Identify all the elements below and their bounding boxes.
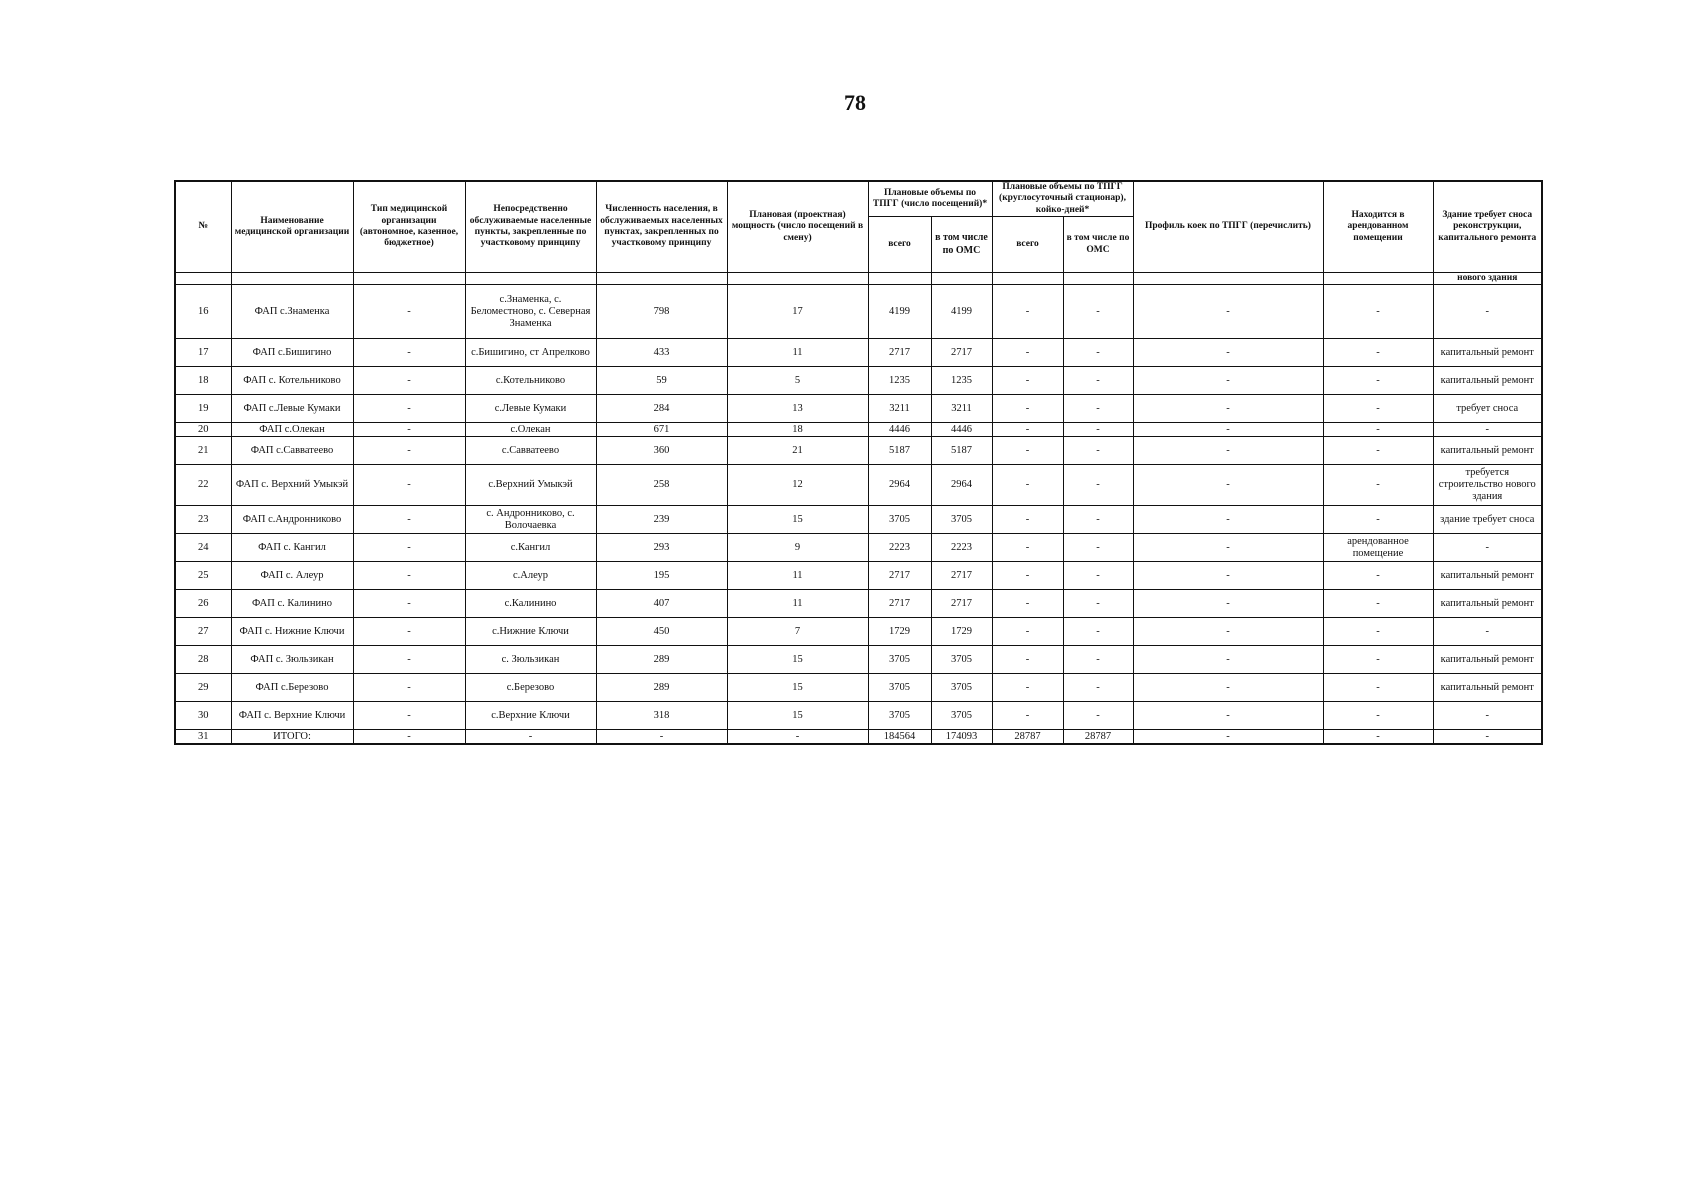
cell-settlements: с.Левые Кумаки (465, 395, 596, 423)
cell-v-total: 2717 (868, 562, 931, 590)
cell-name: ФАП с. Кангил (231, 534, 353, 562)
cell-beds: - (1133, 437, 1323, 465)
cell-settlements: с.Березово (465, 674, 596, 702)
cell-capacity: - (727, 730, 868, 745)
cell-n: 26 (175, 590, 231, 618)
cell-v-total: 2964 (868, 465, 931, 506)
col-beds-header: Профиль коек по ТПГГ (перечислить) (1133, 181, 1323, 273)
cell-capacity: 15 (727, 506, 868, 534)
cell-capacity: 15 (727, 646, 868, 674)
cell-rented: - (1323, 590, 1433, 618)
cell-building: капитальный ремонт (1433, 674, 1542, 702)
cell-capacity: 7 (727, 618, 868, 646)
cell-population: 195 (596, 562, 727, 590)
col-visits-oms-header: в том числе по ОМС (931, 217, 992, 273)
cell-type: - (353, 465, 465, 506)
cell-capacity: 9 (727, 534, 868, 562)
cell-building: капитальный ремонт (1433, 590, 1542, 618)
cell-v-total: 3705 (868, 506, 931, 534)
cell-s-oms: - (1063, 590, 1133, 618)
cell-population: 318 (596, 702, 727, 730)
cell-v-oms: 3705 (931, 702, 992, 730)
cell-s-oms: - (1063, 618, 1133, 646)
cell-s-total: - (992, 590, 1063, 618)
cell-population: 360 (596, 437, 727, 465)
cell-n: 28 (175, 646, 231, 674)
cell-n: 30 (175, 702, 231, 730)
cell-type: - (353, 562, 465, 590)
cell-name: ИТОГО: (231, 730, 353, 745)
cell-name: ФАП с.Березово (231, 674, 353, 702)
cell-v-total: 2717 (868, 590, 931, 618)
cell-type: - (353, 395, 465, 423)
cell-beds: - (1133, 590, 1323, 618)
cell-s-oms: - (1063, 339, 1133, 367)
cell-building: - (1433, 285, 1542, 339)
cell-population: - (596, 730, 727, 745)
cell-v-oms: 3705 (931, 646, 992, 674)
cell-s-oms: - (1063, 465, 1133, 506)
cell-s-total: - (992, 437, 1063, 465)
cell-n: 25 (175, 562, 231, 590)
cell-settlements: с.Олекан (465, 423, 596, 437)
cell-rented: - (1323, 674, 1433, 702)
cell-population: 59 (596, 367, 727, 395)
cell-rented: - (1323, 395, 1433, 423)
cell-building: капитальный ремонт (1433, 562, 1542, 590)
cell-settlements: с.Алеур (465, 562, 596, 590)
cell-capacity: 15 (727, 702, 868, 730)
cell-s-total: - (992, 339, 1063, 367)
cell-settlements: с.Нижние Ключи (465, 618, 596, 646)
cell-population: 433 (596, 339, 727, 367)
cell-v-oms: 1729 (931, 618, 992, 646)
cell-settlements: с.Верхние Ключи (465, 702, 596, 730)
table-row (175, 395, 1542, 423)
cell-beds: - (1133, 423, 1323, 437)
cell-rented: арендованное помещение (1323, 534, 1433, 562)
col-num-header: № (175, 181, 231, 273)
col-visits-total-header: всего (868, 217, 931, 273)
cell-building: требует сноса (1433, 395, 1542, 423)
cell-capacity: 21 (727, 437, 868, 465)
table-row (175, 465, 1542, 506)
table-row (175, 562, 1542, 590)
col-type-header: Тип медицинской организации (автономное, казенное, бюджетное) (353, 181, 465, 273)
cell-s-total: - (992, 465, 1063, 506)
cell-v-total: 2717 (868, 339, 931, 367)
col-rented-header: Находится в арендованном помещении (1323, 181, 1433, 273)
cell-type: - (353, 618, 465, 646)
cell-beds: - (1133, 339, 1323, 367)
col-visits-header: Плановые объемы по ТПГГ (число посещений)* (868, 181, 992, 217)
col-building-header: Здание требует сноса реконструкции, капитального ремонта (1433, 181, 1542, 273)
cell-building: - (1433, 618, 1542, 646)
cell-rented: - (1323, 702, 1433, 730)
cell-v-total: 4446 (868, 423, 931, 437)
cell-beds: - (1133, 506, 1323, 534)
cell-population: 671 (596, 423, 727, 437)
cell-name: ФАП с. Котельниково (231, 367, 353, 395)
cell-rented: - (1323, 423, 1433, 437)
cell-population: 258 (596, 465, 727, 506)
cell-rented: - (1323, 437, 1433, 465)
cell-n: 18 (175, 367, 231, 395)
cell-beds: - (1133, 465, 1323, 506)
cell-s-total: - (992, 562, 1063, 590)
cell-v-total: 3705 (868, 646, 931, 674)
cell-n: 29 (175, 674, 231, 702)
cell-s-total: - (992, 423, 1063, 437)
cell-building: - (1433, 702, 1542, 730)
cell-s-total: - (992, 285, 1063, 339)
cell-v-total: 4199 (868, 285, 931, 339)
cell-building: капитальный ремонт (1433, 339, 1542, 367)
cell-beds: - (1133, 285, 1323, 339)
cell-s-oms: - (1063, 395, 1133, 423)
cell-building: капитальный ремонт (1433, 437, 1542, 465)
cell-type: - (353, 702, 465, 730)
cell-settlements: с. Андронниково, с. Волочаевка (465, 506, 596, 534)
cell-v-oms: 2717 (931, 339, 992, 367)
col-capacity-header: Плановая (проектная) мощность (число посещений в смену) (727, 181, 868, 273)
cell-n: 19 (175, 395, 231, 423)
cell-type: - (353, 506, 465, 534)
cell-s-total: - (992, 395, 1063, 423)
cell-beds: - (1133, 646, 1323, 674)
cell-s-oms: - (1063, 506, 1133, 534)
carry-over-row (175, 273, 1542, 285)
cell-n: 21 (175, 437, 231, 465)
col-stationary-header: Плановые объемы по ТПГГ (круглосуточный стационар), койко-дней* (992, 181, 1133, 217)
cell-population: 239 (596, 506, 727, 534)
table-row (175, 423, 1542, 437)
cell-type: - (353, 423, 465, 437)
cell-v-total: 2223 (868, 534, 931, 562)
carry-over-text: нового здания (1433, 273, 1542, 285)
cell-v-oms: 2717 (931, 562, 992, 590)
cell-capacity: 13 (727, 395, 868, 423)
col-population-header: Численность населения, в обслуживаемых населенных пунктах, закрепленных по участковому принципу (596, 181, 727, 273)
cell-building: капитальный ремонт (1433, 646, 1542, 674)
cell-capacity: 5 (727, 367, 868, 395)
cell-s-total: - (992, 674, 1063, 702)
cell-s-oms: - (1063, 562, 1133, 590)
cell-v-oms: 4199 (931, 285, 992, 339)
cell-beds: - (1133, 730, 1323, 745)
cell-v-oms: 2964 (931, 465, 992, 506)
table-row (175, 618, 1542, 646)
cell-type: - (353, 437, 465, 465)
cell-name: ФАП с.Андронниково (231, 506, 353, 534)
cell-type: - (353, 590, 465, 618)
cell-name: ФАП с. Верхний Умыкэй (231, 465, 353, 506)
cell-rented: - (1323, 730, 1433, 745)
table-row (175, 339, 1542, 367)
cell-beds: - (1133, 702, 1323, 730)
cell-s-oms: - (1063, 437, 1133, 465)
cell-beds: - (1133, 618, 1323, 646)
cell-type: - (353, 367, 465, 395)
cell-v-total: 3211 (868, 395, 931, 423)
cell-building: - (1433, 730, 1542, 745)
cell-type: - (353, 285, 465, 339)
cell-beds: - (1133, 395, 1323, 423)
cell-rented: - (1323, 367, 1433, 395)
cell-s-oms: 28787 (1063, 730, 1133, 745)
cell-name: ФАП с. Верхние Ключи (231, 702, 353, 730)
cell-s-oms: - (1063, 423, 1133, 437)
cell-rented: - (1323, 465, 1433, 506)
cell-n: 27 (175, 618, 231, 646)
cell-name: ФАП с.Левые Кумаки (231, 395, 353, 423)
cell-name: ФАП с.Знаменка (231, 285, 353, 339)
cell-s-oms: - (1063, 674, 1133, 702)
cell-n: 23 (175, 506, 231, 534)
cell-v-total: 184564 (868, 730, 931, 745)
cell-v-oms: 3705 (931, 506, 992, 534)
cell-capacity: 12 (727, 465, 868, 506)
cell-building: - (1433, 423, 1542, 437)
table-row (175, 367, 1542, 395)
cell-population: 284 (596, 395, 727, 423)
cell-v-oms: 5187 (931, 437, 992, 465)
cell-beds: - (1133, 674, 1323, 702)
cell-population: 293 (596, 534, 727, 562)
cell-type: - (353, 534, 465, 562)
cell-s-oms: - (1063, 285, 1133, 339)
cell-beds: - (1133, 562, 1323, 590)
col-stat-oms-header: в том числе по ОМС (1063, 217, 1133, 273)
cell-s-total: 28787 (992, 730, 1063, 745)
cell-population: 798 (596, 285, 727, 339)
cell-capacity: 11 (727, 562, 868, 590)
cell-rented: - (1323, 285, 1433, 339)
cell-rented: - (1323, 339, 1433, 367)
cell-s-total: - (992, 367, 1063, 395)
cell-beds: - (1133, 534, 1323, 562)
cell-v-oms: 2717 (931, 590, 992, 618)
cell-v-total: 1729 (868, 618, 931, 646)
cell-n: 22 (175, 465, 231, 506)
cell-v-oms: 3705 (931, 674, 992, 702)
cell-population: 450 (596, 618, 727, 646)
cell-v-total: 3705 (868, 702, 931, 730)
cell-building: требуется строительство нового здания (1433, 465, 1542, 506)
table-row (175, 285, 1542, 339)
cell-beds: - (1133, 367, 1323, 395)
cell-population: 407 (596, 590, 727, 618)
facilities-table (174, 180, 1543, 745)
cell-settlements: с.Знаменка, с. Беломестново, с. Северная Знаменка (465, 285, 596, 339)
table-row (175, 674, 1542, 702)
cell-capacity: 11 (727, 339, 868, 367)
cell-name: ФАП с. Калинино (231, 590, 353, 618)
cell-n: 16 (175, 285, 231, 339)
cell-settlements: с.Котельниково (465, 367, 596, 395)
cell-capacity: 15 (727, 674, 868, 702)
cell-capacity: 18 (727, 423, 868, 437)
cell-n: 20 (175, 423, 231, 437)
cell-type: - (353, 646, 465, 674)
cell-v-oms: 1235 (931, 367, 992, 395)
cell-s-oms: - (1063, 702, 1133, 730)
cell-v-oms: 2223 (931, 534, 992, 562)
table-row (175, 590, 1542, 618)
cell-v-total: 5187 (868, 437, 931, 465)
cell-s-oms: - (1063, 646, 1133, 674)
cell-population: 289 (596, 646, 727, 674)
col-stat-total-header: всего (992, 217, 1063, 273)
cell-s-total: - (992, 534, 1063, 562)
cell-settlements: - (465, 730, 596, 745)
cell-settlements: с.Калинино (465, 590, 596, 618)
cell-s-oms: - (1063, 367, 1133, 395)
cell-settlements: с.Бишигино, ст Апрелково (465, 339, 596, 367)
cell-building: капитальный ремонт (1433, 367, 1542, 395)
table-row (175, 730, 1542, 745)
cell-type: - (353, 730, 465, 745)
table-row (175, 702, 1542, 730)
col-name-header: Наименование медицинской организации (231, 181, 353, 273)
cell-population: 289 (596, 674, 727, 702)
cell-n: 24 (175, 534, 231, 562)
cell-rented: - (1323, 618, 1433, 646)
cell-v-oms: 4446 (931, 423, 992, 437)
cell-v-oms: 174093 (931, 730, 992, 745)
table-row (175, 534, 1542, 562)
cell-capacity: 11 (727, 590, 868, 618)
cell-building: - (1433, 534, 1542, 562)
cell-settlements: с.Кангил (465, 534, 596, 562)
cell-rented: - (1323, 506, 1433, 534)
cell-v-total: 1235 (868, 367, 931, 395)
cell-name: ФАП с. Зюльзикан (231, 646, 353, 674)
cell-n: 31 (175, 730, 231, 745)
cell-capacity: 17 (727, 285, 868, 339)
cell-s-oms: - (1063, 534, 1133, 562)
cell-s-total: - (992, 646, 1063, 674)
cell-settlements: с.Верхний Умыкэй (465, 465, 596, 506)
header-row (175, 181, 1542, 217)
cell-name: ФАП с. Алеур (231, 562, 353, 590)
cell-name: ФАП с.Савватеево (231, 437, 353, 465)
cell-name: ФАП с. Нижние Ключи (231, 618, 353, 646)
table-row (175, 506, 1542, 534)
cell-type: - (353, 674, 465, 702)
cell-s-total: - (992, 702, 1063, 730)
cell-name: ФАП с.Бишигино (231, 339, 353, 367)
cell-s-total: - (992, 506, 1063, 534)
page-number: 78 (844, 90, 866, 115)
cell-name: ФАП с.Олекан (231, 423, 353, 437)
cell-type: - (353, 339, 465, 367)
col-settlements-header: Непосредственно обслуживаемые населенные пункты, закрепленные по участковому принципу (465, 181, 596, 273)
cell-rented: - (1323, 562, 1433, 590)
cell-rented: - (1323, 646, 1433, 674)
cell-v-total: 3705 (868, 674, 931, 702)
table-row (175, 646, 1542, 674)
table-row (175, 437, 1542, 465)
cell-n: 17 (175, 339, 231, 367)
cell-building: здание требует сноса (1433, 506, 1542, 534)
cell-s-total: - (992, 618, 1063, 646)
cell-settlements: с.Савватеево (465, 437, 596, 465)
cell-v-oms: 3211 (931, 395, 992, 423)
cell-settlements: с. Зюльзикан (465, 646, 596, 674)
